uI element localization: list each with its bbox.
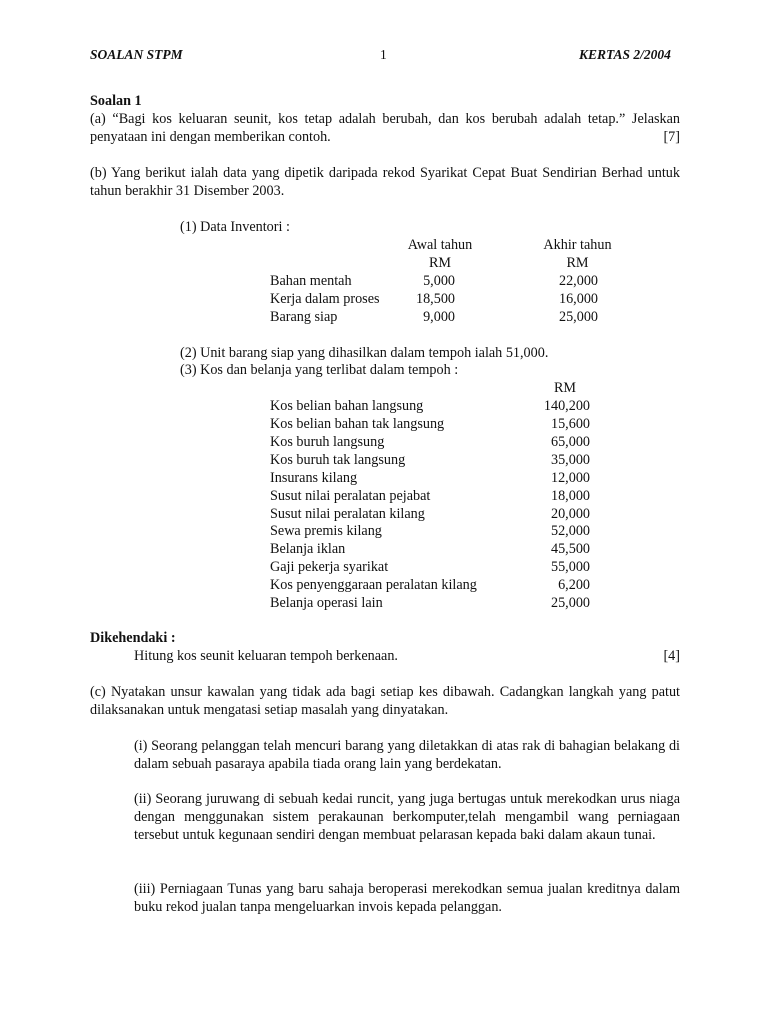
page-number: 1	[380, 47, 387, 62]
question-title: Soalan 1	[90, 93, 142, 109]
part-a-text: (a) “Bagi kos keluaran seunit, kos tetap adalah berubah, dan kos berubah adalah tetap.” Jelaskan penyataan ini dengan memberikan contoh.	[90, 111, 680, 145]
part-a-marks: [7]	[663, 129, 680, 145]
cost-row-label: Susut nilai peralatan kilang	[270, 506, 425, 522]
cost-row-label: Sewa premis kilang	[270, 523, 382, 539]
header-right: KERTAS 2/2004	[579, 47, 671, 62]
costs-unit: RM	[553, 380, 577, 396]
inventory-row-end: 22,000	[558, 273, 598, 289]
inventory-title: (1) Data Inventori :	[180, 219, 290, 235]
cost-row-label: Belanja operasi lain	[270, 595, 383, 611]
cost-row-label: Kos belian bahan langsung	[270, 398, 424, 414]
costs-title: (3) Kos dan belanja yang terlibat dalam tempoh :	[180, 362, 459, 378]
cost-row-value: 65,000	[550, 434, 590, 450]
part-c-case-ii: (ii) Seorang juruwang di sebuah kedai runcit, yang juga bertugas untuk merekodkan urus niaga dengan menggunakan sistem perakaunan berkomputer,telah mengambil wang perniagaan tersebut untuk kegunaan sendiri dengan membuat pelarasan kepada baki dalam akaun tunai.	[134, 791, 680, 843]
inventory-row-label: Bahan mentah	[270, 273, 352, 289]
inventory-col2-unit: RM	[566, 255, 589, 271]
cost-row-value: 18,000	[550, 488, 590, 504]
part-b-intro: (b) Yang berikut ialah data yang dipetik daripada rekod Syarikat Cepat Buat Sendirian Berhad untuk tahun berakhir 31 Disember 2003.	[90, 165, 680, 199]
inventory-row-end: 16,000	[558, 291, 598, 307]
inventory-row-start: 9,000	[423, 309, 455, 325]
required-title: Dikehendaki :	[90, 630, 176, 646]
cost-row-value: 52,000	[550, 523, 590, 539]
cost-row-value: 25,000	[550, 595, 590, 611]
cost-row-value: 45,500	[550, 541, 590, 557]
cost-row-label: Kos buruh langsung	[270, 434, 385, 450]
cost-row-label: Gaji pekerja syarikat	[270, 559, 389, 575]
cost-row-label: Insurans kilang	[270, 470, 358, 486]
cost-row-value: 55,000	[550, 559, 590, 575]
part-a	[90, 110, 680, 146]
part-c-intro: (c) Nyatakan unsur kawalan yang tidak ada bagi setiap kes dibawah. Cadangkan langkah yang patut dilaksanakan untuk mengatasi setiap masalah yang dinyatakan.	[90, 684, 680, 718]
inventory-col2-header: Akhir tahun	[543, 237, 612, 253]
required-marks: [4]	[663, 648, 680, 664]
cost-row-value: 12,000	[550, 470, 590, 486]
cost-row-value: 140,200	[543, 398, 590, 414]
inventory-row-start: 18,500	[415, 291, 455, 307]
part-c-case-iii: (iii) Perniagaan Tunas yang baru sahaja beroperasi merekodkan semua jualan kreditnya dalam buku rekod jualan tanpa mengeluarkan invois kepada pelanggan.	[134, 881, 680, 915]
inventory-row-label: Kerja dalam proses	[270, 291, 380, 307]
cost-row-label: Susut nilai peralatan pejabat	[270, 488, 431, 504]
inventory-col1-header: Awal tahun	[407, 237, 473, 253]
units-note: (2) Unit barang siap yang dihasilkan dalam tempoh ialah 51,000.	[180, 345, 549, 361]
cost-row-value: 15,600	[550, 416, 590, 432]
cost-row-value: 20,000	[550, 506, 590, 522]
inventory-row-end: 25,000	[558, 309, 598, 325]
cost-row-label: Belanja iklan	[270, 541, 346, 557]
part-c-case-i: (i) Seorang pelanggan telah mencuri barang yang diletakkan di atas rak di bahagian belakang di dalam sebuah pasaraya apabila tiada orang lain yang berdekatan.	[134, 738, 680, 772]
required-text: Hitung kos seunit keluaran tempoh berkenaan.	[134, 648, 398, 664]
inventory-row-start: 5,000	[423, 273, 455, 289]
cost-row-label: Kos belian bahan tak langsung	[270, 416, 445, 432]
header-left: SOALAN STPM	[90, 47, 183, 62]
cost-row-value: 35,000	[550, 452, 590, 468]
inventory-col1-unit: RM	[428, 255, 452, 271]
cost-row-label: Kos penyenggaraan peralatan kilang	[270, 577, 477, 593]
cost-row-label: Kos buruh tak langsung	[270, 452, 406, 468]
inventory-row-label: Barang siap	[270, 309, 338, 325]
cost-row-value: 6,200	[558, 577, 590, 593]
